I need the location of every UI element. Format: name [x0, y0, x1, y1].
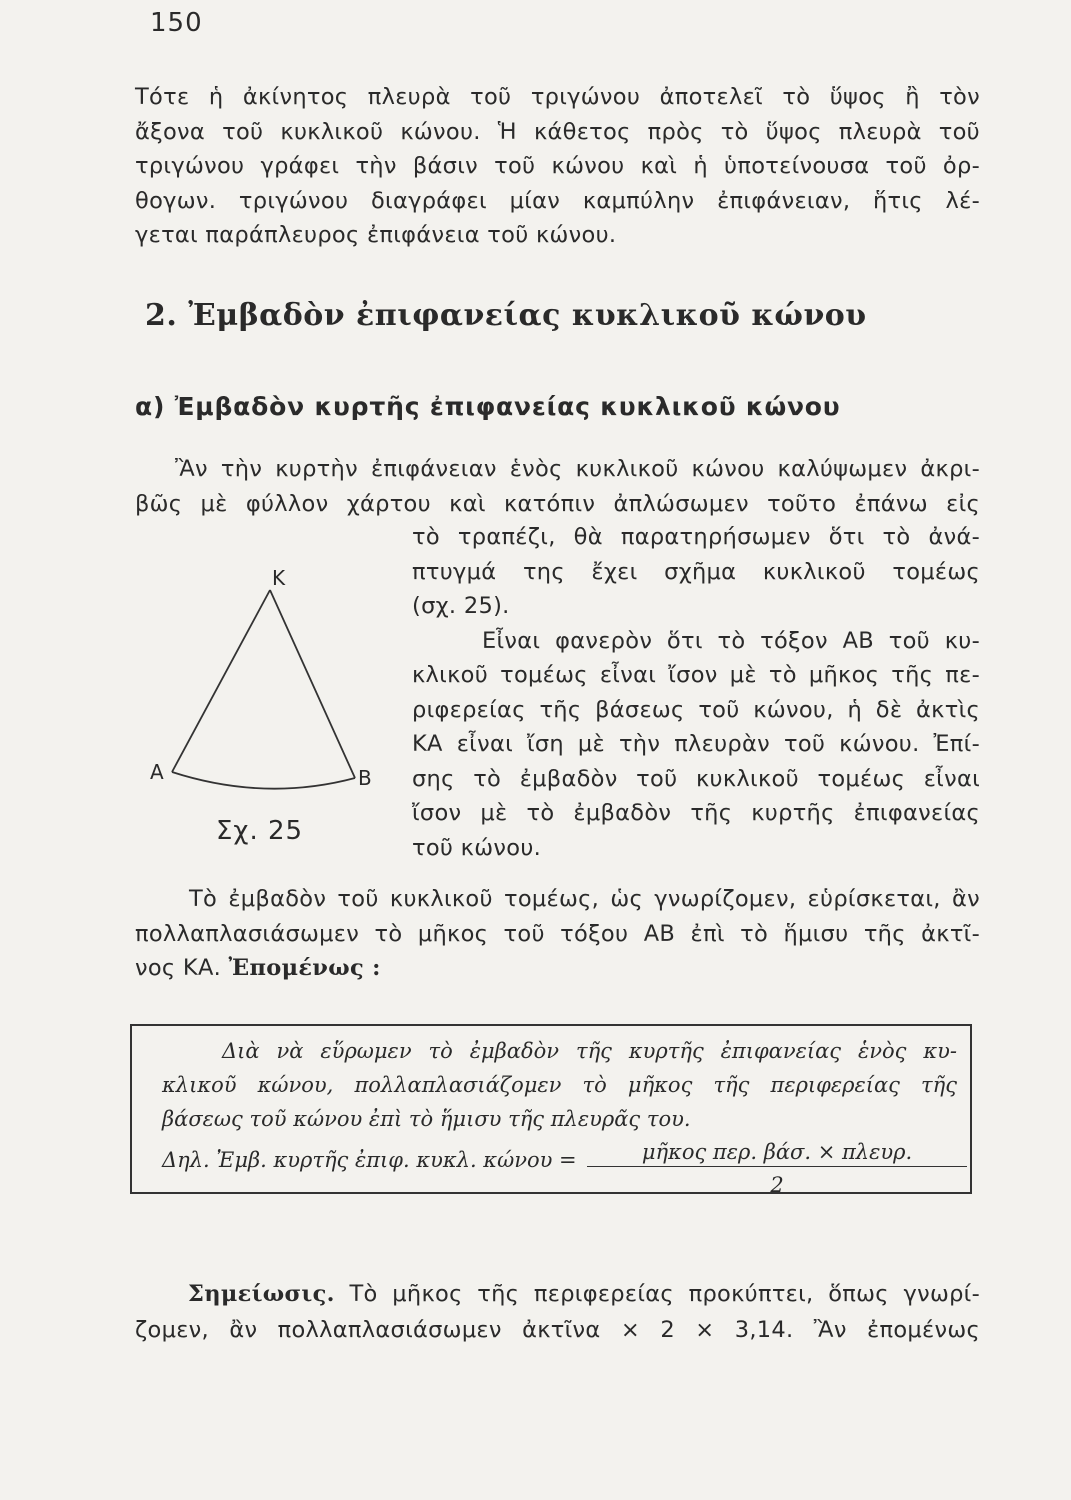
paragraph-3	[135, 882, 980, 986]
note-label: Σημείωσις.	[188, 1281, 335, 1307]
formula-fraction	[587, 1140, 967, 1197]
paragraph-2-full-width	[135, 452, 980, 521]
rule-line: βάσεως τοῦ κώνου ἐπὶ τὸ ἥμισυ τῆς πλευρᾶς του.	[162, 1107, 691, 1131]
text-line: ἄξονα τοῦ κυκλικοῦ κώνου. Ἡ κάθετος πρὸς τὸ ὕψος πλευρὰ τοῦ	[135, 118, 980, 145]
point-b-label: Β	[358, 766, 372, 790]
text-fragment: νος ΚΑ.	[135, 955, 222, 981]
note-paragraph-continued	[135, 1313, 980, 1348]
text-line: ἴσον μὲ τὸ ἐμβαδὸν τῆς κυρτῆς ἐπιφανείας	[412, 800, 980, 826]
text-line	[135, 951, 980, 986]
paragraph-2-beside-figure	[412, 520, 980, 865]
text-line: ΚΑ εἶναι ἴση μὲ τὴν πλευρὰν τοῦ κώνου. Ἐπί-	[412, 731, 980, 757]
formula-numerator: μῆκος περ. βάσ. × πλευρ.	[587, 1140, 967, 1167]
sector-figure	[150, 560, 390, 860]
radius-ka	[172, 590, 270, 772]
point-a-label: Α	[150, 760, 164, 784]
bold-word: Ἐπομένως :	[228, 955, 381, 981]
sub-heading: α) Ἐμβαδὸν κυρτῆς ἐπιφανείας κυκλικοῦ κώνου	[135, 392, 841, 421]
text-line	[188, 1277, 980, 1312]
text-line: τὸ τραπέζι, θὰ παρατηρήσωμεν ὅτι τὸ ἀνά-	[412, 524, 980, 550]
figure-caption: Σχ. 25	[216, 816, 304, 846]
text-line: ζομεν, ἂν πολλαπλασιάσωμεν ἀκτῖνα × 2 × 3,14. Ἂν ἐπομένως	[135, 1317, 980, 1343]
text-line: γεται παράπλευρος ἐπιφάνεια τοῦ κώνου.	[135, 222, 617, 248]
formula-denominator: 2	[770, 1173, 784, 1197]
text-line: κλικοῦ τομέως εἶναι ἴσον μὲ τὸ μῆκος τῆς πε-	[412, 662, 980, 688]
text-line: (σχ. 25).	[412, 593, 510, 619]
text-line: πολλαπλασιάσωμεν τὸ μῆκος τοῦ τόξου ΑΒ ἐπὶ τὸ ἥμισυ τῆς ἀκτῖ-	[135, 920, 980, 947]
sector-diagram	[150, 560, 390, 860]
text-line: Εἶναι φανερὸν ὅτι τὸ τόξον ΑΒ τοῦ κυ-	[482, 627, 980, 654]
text-line: τοῦ κώνου.	[412, 834, 542, 861]
page-number: 150	[150, 8, 203, 38]
text-line: ριφερείας τῆς βάσεως τοῦ κώνου, ἡ δὲ ἀκτὶς	[412, 696, 980, 723]
text-line: βῶς μὲ φύλλον χάρτου καὶ κατόπιν ἀπλώσωμεν τοῦτο ἐπάνω εἰς	[135, 490, 980, 517]
text-line: Τὸ ἐμβαδὸν τοῦ κυκλικοῦ τομέως, ὡς γνωρίζομεν, εὑρίσκεται, ἂν	[189, 886, 980, 912]
apex-label: Κ	[272, 566, 286, 590]
arc-ab	[172, 772, 355, 789]
section-heading: 2. Ἐμβαδὸν ἐπιφανείας κυκλικοῦ κώνου	[145, 298, 867, 333]
text-line: Τότε ἡ ἀκίνητος πλευρὰ τοῦ τριγώνου ἀποτελεῖ τὸ ὕψος ἢ τὸν	[135, 84, 980, 110]
text-line: θογων. τριγώνου διαγράφει μίαν καμπύλην ἐπιφάνειαν, ἥτις λέ-	[135, 187, 980, 214]
formula-lhs: Δηλ. Ἐμβ. κυρτῆς ἐπιφ. κυκλ. κώνου =	[162, 1148, 577, 1172]
text-line: Ἂν τὴν κυρτὴν ἐπιφάνειαν ἑνὸς κυκλικοῦ κώνου καλύψωμεν ἀκρι-	[175, 456, 980, 482]
text-line: τριγώνου γράφει τὴν βάσιν τοῦ κώνου καὶ ἡ ὑποτείνουσα τοῦ ὀρ-	[135, 153, 980, 179]
rule-line: Διὰ νὰ εὕρωμεν τὸ ἐμβαδὸν τῆς κυρτῆς ἐπιφανείας ἑνὸς κυ-	[222, 1039, 957, 1063]
rule-line: κλικοῦ κώνου, πολλαπλασιάζομεν τὸ μῆκος τῆς περιφερείας τῆς	[162, 1073, 957, 1097]
radius-kb	[270, 590, 355, 778]
text-fragment: Τὸ μῆκος τῆς περιφερείας προκύπτει, ὅπως γνωρί-	[349, 1281, 981, 1307]
text-line: σης τὸ ἐμβαδὸν τοῦ κυκλικοῦ τομέως εἶναι	[412, 765, 980, 792]
rule-text	[162, 1034, 957, 1136]
text-line: πτυγμά της ἔχει σχῆμα κυκλικοῦ τομέως	[412, 558, 980, 585]
intro-paragraph	[135, 80, 980, 253]
note-paragraph	[188, 1277, 980, 1312]
